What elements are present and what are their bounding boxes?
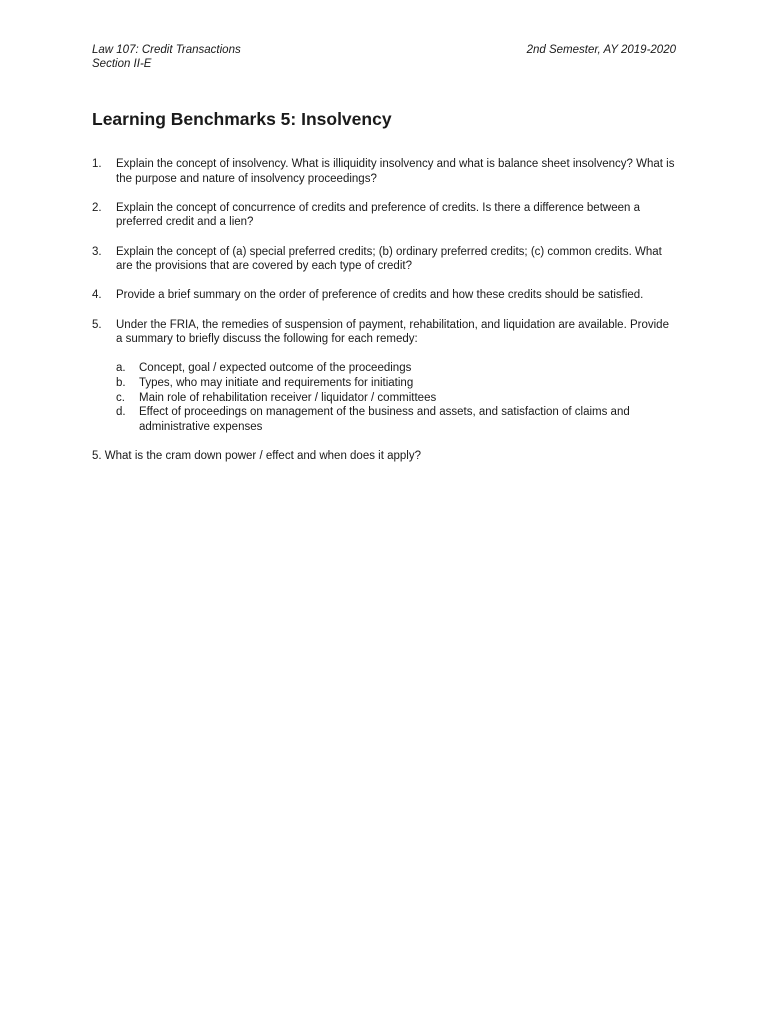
question-text: Provide a brief summary on the order of preference of credits and how these credits should be satisfied. xyxy=(116,289,644,302)
sub-question-item xyxy=(116,405,676,434)
question-number: 2. xyxy=(92,201,102,214)
question-text: Explain the concept of insolvency. What is illiquidity insolvency and what is balance sheet insolvency? What is the purpose and nature of insolvency proceedings? xyxy=(116,158,675,185)
document-title: Learning Benchmarks 5: Insolvency xyxy=(92,109,392,129)
question-item xyxy=(92,157,676,186)
question-text: Explain the concept of (a) special preferred credits; (b) ordinary preferred credits; (c) common credits. What are the provisions that are covered by each type of credit? xyxy=(116,245,662,273)
sub-question-text: Concept, goal / expected outcome of the proceedings xyxy=(139,362,412,375)
sub-question-item xyxy=(116,361,676,376)
page-header xyxy=(92,43,676,71)
question-item xyxy=(92,245,676,274)
question-item xyxy=(92,201,676,230)
question-number: 4. xyxy=(92,289,102,302)
sub-question-item xyxy=(116,376,676,391)
sub-question-letter: a. xyxy=(116,362,126,375)
question-item xyxy=(92,318,676,435)
question-list xyxy=(92,157,676,463)
section-label: Section II-E xyxy=(92,58,152,70)
sub-question-text: Types, who may initiate and requirements for initiating xyxy=(139,376,414,389)
sub-question-list xyxy=(116,361,676,434)
question-text: Explain the concept of concurrence of credits and preference of credits. Is there a difference between a preferred credit and a lien? xyxy=(116,201,640,229)
sub-question-letter: c. xyxy=(116,391,125,404)
semester-label: 2nd Semester, AY 2019-2020 xyxy=(526,44,676,56)
final-question: 5. What is the cram down power / effect and when does it apply? xyxy=(92,449,421,462)
question-number: 5. xyxy=(92,318,102,331)
question-text: Under the FRIA, the remedies of suspension of payment, rehabilitation, and liquidation are available. Provide a summary to briefly discuss the following for each remedy: xyxy=(116,318,669,346)
course-title: Law 107: Credit Transactions xyxy=(92,44,241,56)
sub-question-text: Main role of rehabilitation receiver / liquidator / committees xyxy=(139,391,437,404)
sub-question-letter: d. xyxy=(116,406,126,419)
question-number: 3. xyxy=(92,245,102,258)
sub-question-letter: b. xyxy=(116,376,126,389)
sub-question-item xyxy=(116,391,676,406)
question-item xyxy=(92,288,676,303)
question-number: 1. xyxy=(92,158,102,170)
sub-question-text: Effect of proceedings on management of the business and assets, and satisfaction of claims and administrative expenses xyxy=(139,406,630,433)
